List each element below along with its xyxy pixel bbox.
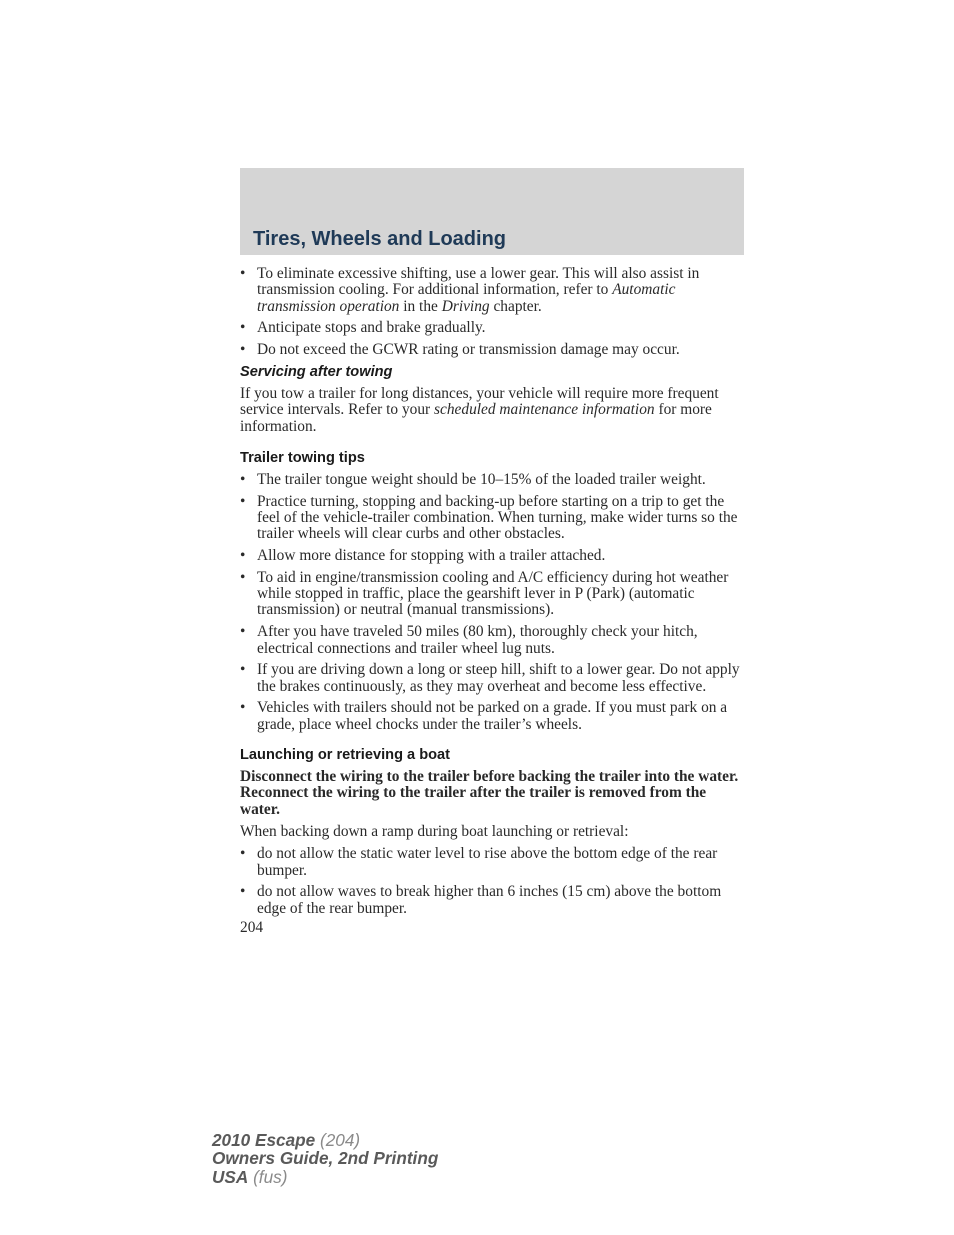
bullet-icon: • bbox=[240, 547, 246, 565]
intro-bullet-item bbox=[240, 266, 746, 315]
list-item-text: Vehicles with trailers should not be parked on a grade. If you must park on a grade, place wheel chocks under the trailer’s wheels. bbox=[257, 699, 728, 733]
launching-list-item bbox=[240, 846, 746, 879]
text-run: If you tow a trailer for long distances, your vehicle will require more frequent service intervals. Refer to your bbox=[240, 384, 719, 419]
page-number: 204 bbox=[240, 919, 264, 937]
launching-bullet-list bbox=[240, 846, 746, 917]
text-run: Do not exceed the GCWR rating or transmission damage may occur. bbox=[257, 341, 680, 359]
footer-line-3 bbox=[212, 1168, 438, 1186]
tip-list-item bbox=[240, 700, 746, 733]
bullet-icon: • bbox=[240, 341, 246, 359]
bullet-icon: • bbox=[240, 699, 246, 717]
bullet-icon: • bbox=[240, 319, 246, 337]
intro-bullet-list bbox=[240, 266, 746, 358]
list-item-text: To aid in engine/transmission cooling and A/C efficiency during hot weather while stopped in traffic, place the gearshift lever in P (Park) (automatic transmission) or neutral (manual transmissions). bbox=[257, 568, 729, 619]
servicing-heading: Servicing after towing bbox=[240, 363, 393, 380]
launching-intro: When backing down a ramp during boat launching or retrieval: bbox=[240, 822, 629, 840]
footer-model: 2010 Escape bbox=[212, 1130, 316, 1150]
text-run: in the bbox=[399, 297, 442, 315]
footer-line-1 bbox=[212, 1131, 438, 1149]
tip-list-item bbox=[240, 494, 746, 543]
tip-list-item bbox=[240, 624, 746, 657]
footer-market-code: (fus) bbox=[253, 1166, 288, 1187]
tips-bullet-list bbox=[240, 472, 746, 733]
launching-heading: Launching or retrieving a boat bbox=[240, 747, 451, 764]
cross-reference: Driving bbox=[441, 297, 490, 315]
bullet-icon: • bbox=[240, 845, 246, 863]
footer-market: USA bbox=[212, 1166, 249, 1187]
tip-list-item bbox=[240, 662, 746, 695]
list-item-text: Practice turning, stopping and backing-up before starting on a trip to get the feel of the vehicle-trailer combination. When turning, make wider turns so the trailer wheels will clear curbs and other obstacles. bbox=[257, 492, 738, 543]
tip-list-item bbox=[240, 570, 746, 619]
page-content bbox=[240, 266, 746, 937]
bullet-icon: • bbox=[240, 661, 246, 679]
cross-reference: scheduled maintenance information bbox=[434, 401, 655, 419]
footer-guide: Owners Guide, 2nd Printing bbox=[212, 1148, 439, 1169]
footer-line-2 bbox=[212, 1149, 438, 1167]
section-title: Tires, Wheels and Loading bbox=[253, 228, 507, 250]
footer-page-ref: (204) bbox=[320, 1130, 361, 1150]
footer-imprint bbox=[212, 1131, 438, 1186]
launching-warning: Disconnect the wiring to the trailer before backing the trailer into the water. Reconnect the wiring to the trailer after the trailer is removed from the water. bbox=[240, 768, 739, 818]
tip-list-item bbox=[240, 472, 746, 488]
bullet-icon: • bbox=[240, 492, 246, 510]
list-item-text: Allow more distance for stopping with a trailer attached. bbox=[257, 547, 606, 565]
list-item-text: After you have traveled 50 miles (80 km), thoroughly check your hitch, electrical connections and trailer wheel lug nuts. bbox=[257, 623, 698, 657]
text-run: chapter. bbox=[489, 297, 542, 315]
launching-list-item bbox=[240, 884, 746, 917]
list-item-text: The trailer tongue weight should be 10–15% of the loaded trailer weight. bbox=[257, 470, 706, 488]
text-run: for more information. bbox=[240, 401, 712, 435]
cross-reference: Automatic transmission operation bbox=[257, 281, 676, 315]
servicing-paragraph bbox=[240, 386, 746, 435]
list-item-text: If you are driving down a long or steep hill, shift to a lower gear. Do not apply the brakes continuously, as they may overheat and become less effective. bbox=[257, 661, 740, 695]
list-item-text: do not allow waves to break higher than 6 inches (15 cm) above the bottom edge of the rear bumper. bbox=[257, 883, 722, 917]
text-run: To eliminate excessive shifting, use a lower gear. This will also assist in transmission cooling. For additional information, refer to bbox=[257, 265, 700, 299]
tip-list-item bbox=[240, 548, 746, 564]
bullet-icon: • bbox=[240, 568, 246, 586]
bullet-icon: • bbox=[240, 265, 246, 282]
intro-bullet-item bbox=[240, 320, 746, 336]
list-item-text: do not allow the static water level to rise above the bottom edge of the rear bumper. bbox=[257, 845, 718, 879]
intro-bullet-item bbox=[240, 342, 746, 358]
text-run: Anticipate stops and brake gradually. bbox=[257, 319, 486, 337]
section-header-band bbox=[240, 168, 744, 255]
tips-heading: Trailer towing tips bbox=[240, 449, 365, 466]
bullet-icon: • bbox=[240, 470, 246, 488]
bullet-icon: • bbox=[240, 623, 246, 641]
bullet-icon: • bbox=[240, 883, 246, 901]
